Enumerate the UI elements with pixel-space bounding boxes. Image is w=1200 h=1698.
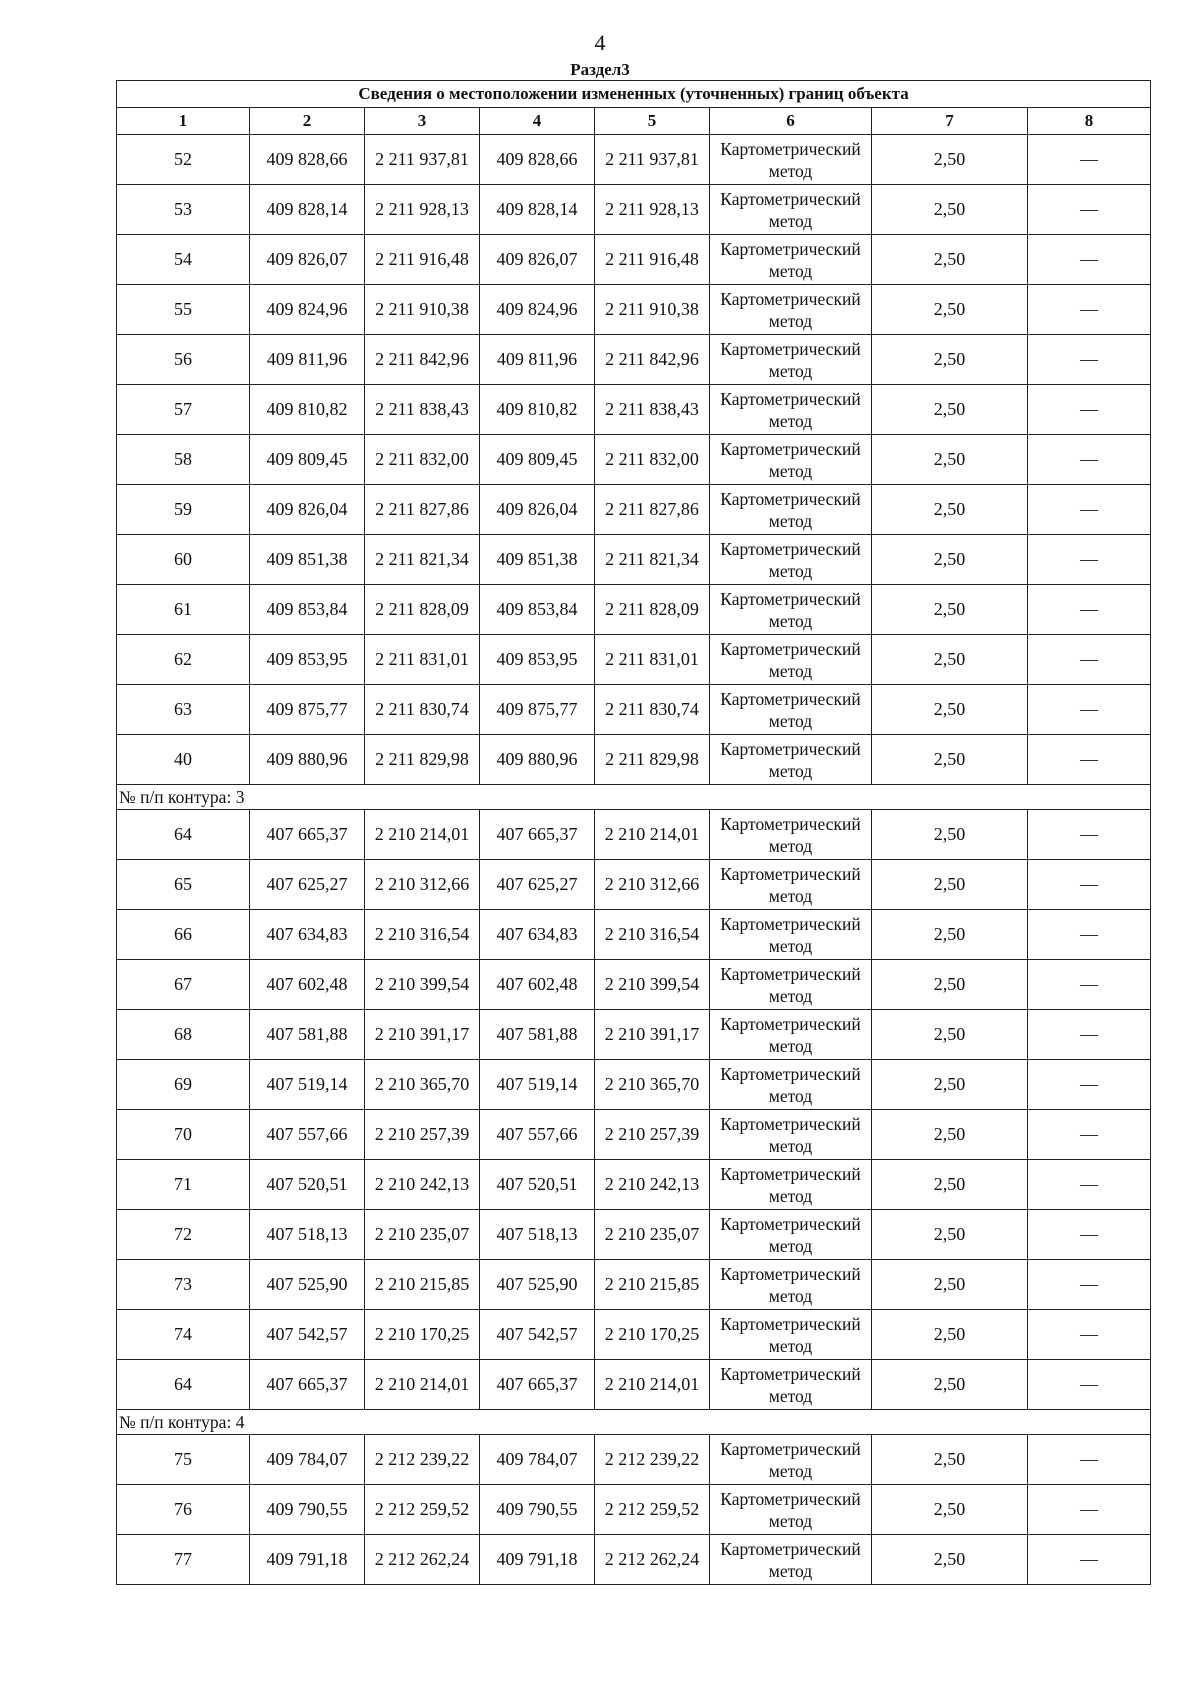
accuracy-cell: 2,50 <box>872 385 1028 435</box>
y-new-cell: 2 210 365,70 <box>595 1060 710 1110</box>
description-cell: — <box>1028 585 1151 635</box>
x-new-cell: 407 625,27 <box>480 860 595 910</box>
x-old-cell: 407 634,83 <box>250 910 365 960</box>
x-new-cell: 407 525,90 <box>480 1260 595 1310</box>
y-old-cell: 2 211 937,81 <box>365 135 480 185</box>
x-old-cell: 409 826,04 <box>250 485 365 535</box>
y-old-cell: 2 211 829,98 <box>365 735 480 785</box>
y-new-cell: 2 211 830,74 <box>595 685 710 735</box>
table-row <box>117 735 1151 785</box>
y-old-cell: 2 210 312,66 <box>365 860 480 910</box>
accuracy-cell: 2,50 <box>872 1010 1028 1060</box>
description-cell: — <box>1028 1160 1151 1210</box>
accuracy-cell: 2,50 <box>872 1360 1028 1410</box>
x-old-cell: 407 525,90 <box>250 1260 365 1310</box>
accuracy-cell: 2,50 <box>872 735 1028 785</box>
description-cell: — <box>1028 1010 1151 1060</box>
x-new-cell: 407 602,48 <box>480 960 595 1010</box>
method-cell: Картометрический метод <box>710 735 872 785</box>
method-cell: Картометрический метод <box>710 385 872 435</box>
description-cell: — <box>1028 535 1151 585</box>
accuracy-cell: 2,50 <box>872 635 1028 685</box>
table-header-row <box>117 108 1151 135</box>
y-old-cell: 2 211 838,43 <box>365 385 480 435</box>
method-cell: Картометрический метод <box>710 635 872 685</box>
accuracy-cell: 2,50 <box>872 335 1028 385</box>
y-new-cell: 2 211 831,01 <box>595 635 710 685</box>
y-new-cell: 2 210 235,07 <box>595 1210 710 1260</box>
description-cell: — <box>1028 185 1151 235</box>
description-cell: — <box>1028 910 1151 960</box>
description-cell: — <box>1028 485 1151 535</box>
description-cell: — <box>1028 135 1151 185</box>
x-old-cell: 409 811,96 <box>250 335 365 385</box>
description-cell: — <box>1028 1435 1151 1485</box>
contour-row <box>117 1410 1151 1435</box>
y-old-cell: 2 212 262,24 <box>365 1535 480 1585</box>
y-old-cell: 2 210 391,17 <box>365 1010 480 1060</box>
table-row <box>117 235 1151 285</box>
x-old-cell: 407 581,88 <box>250 1010 365 1060</box>
accuracy-cell: 2,50 <box>872 810 1028 860</box>
accuracy-cell: 2,50 <box>872 535 1028 585</box>
x-new-cell: 409 851,38 <box>480 535 595 585</box>
y-new-cell: 2 211 916,48 <box>595 235 710 285</box>
x-old-cell: 407 557,66 <box>250 1110 365 1160</box>
y-new-cell: 2 210 215,85 <box>595 1260 710 1310</box>
y-new-cell: 2 210 214,01 <box>595 1360 710 1410</box>
point-number-cell: 62 <box>117 635 250 685</box>
table-row <box>117 1485 1151 1535</box>
y-old-cell: 2 211 831,01 <box>365 635 480 685</box>
point-number-cell: 68 <box>117 1010 250 1060</box>
x-old-cell: 407 519,14 <box>250 1060 365 1110</box>
description-cell: — <box>1028 860 1151 910</box>
table-row <box>117 960 1151 1010</box>
method-cell: Картометрический метод <box>710 910 872 960</box>
description-cell: — <box>1028 685 1151 735</box>
accuracy-cell: 2,50 <box>872 285 1028 335</box>
point-number-cell: 63 <box>117 685 250 735</box>
x-old-cell: 409 828,14 <box>250 185 365 235</box>
x-new-cell: 409 824,96 <box>480 285 595 335</box>
contour-label: № п/п контура: 4 <box>117 1410 1151 1435</box>
y-new-cell: 2 211 910,38 <box>595 285 710 335</box>
point-number-cell: 59 <box>117 485 250 535</box>
point-number-cell: 67 <box>117 960 250 1010</box>
y-old-cell: 2 210 242,13 <box>365 1160 480 1210</box>
y-new-cell: 2 210 214,01 <box>595 810 710 860</box>
y-new-cell: 2 210 312,66 <box>595 860 710 910</box>
column-header: 3 <box>365 108 480 135</box>
point-number-cell: 55 <box>117 285 250 335</box>
point-number-cell: 53 <box>117 185 250 235</box>
y-new-cell: 2 211 937,81 <box>595 135 710 185</box>
x-new-cell: 407 557,66 <box>480 1110 595 1160</box>
y-old-cell: 2 211 842,96 <box>365 335 480 385</box>
y-new-cell: 2 211 829,98 <box>595 735 710 785</box>
method-cell: Картометрический метод <box>710 1535 872 1585</box>
y-old-cell: 2 211 828,09 <box>365 585 480 635</box>
y-new-cell: 2 211 842,96 <box>595 335 710 385</box>
method-cell: Картометрический метод <box>710 1160 872 1210</box>
description-cell: — <box>1028 1485 1151 1535</box>
table-row <box>117 1110 1151 1160</box>
point-number-cell: 40 <box>117 735 250 785</box>
description-cell: — <box>1028 1210 1151 1260</box>
point-number-cell: 57 <box>117 385 250 435</box>
method-cell: Картометрический метод <box>710 1435 872 1485</box>
y-old-cell: 2 211 827,86 <box>365 485 480 535</box>
description-cell: — <box>1028 285 1151 335</box>
column-header: 7 <box>872 108 1028 135</box>
method-cell: Картометрический метод <box>710 1210 872 1260</box>
table-row <box>117 810 1151 860</box>
x-old-cell: 409 790,55 <box>250 1485 365 1535</box>
x-old-cell: 409 875,77 <box>250 685 365 735</box>
x-new-cell: 409 828,66 <box>480 135 595 185</box>
x-new-cell: 409 791,18 <box>480 1535 595 1585</box>
accuracy-cell: 2,50 <box>872 135 1028 185</box>
table-row <box>117 860 1151 910</box>
y-new-cell: 2 210 399,54 <box>595 960 710 1010</box>
accuracy-cell: 2,50 <box>872 1210 1028 1260</box>
description-cell: — <box>1028 1310 1151 1360</box>
x-new-cell: 409 880,96 <box>480 735 595 785</box>
x-old-cell: 409 784,07 <box>250 1435 365 1485</box>
description-cell: — <box>1028 810 1151 860</box>
x-new-cell: 407 665,37 <box>480 810 595 860</box>
y-new-cell: 2 210 242,13 <box>595 1160 710 1210</box>
table-row <box>117 685 1151 735</box>
x-old-cell: 407 625,27 <box>250 860 365 910</box>
x-new-cell: 409 826,07 <box>480 235 595 285</box>
y-new-cell: 2 211 832,00 <box>595 435 710 485</box>
point-number-cell: 70 <box>117 1110 250 1160</box>
method-cell: Картометрический метод <box>710 1260 872 1310</box>
description-cell: — <box>1028 235 1151 285</box>
point-number-cell: 65 <box>117 860 250 910</box>
point-number-cell: 77 <box>117 1535 250 1585</box>
x-new-cell: 409 853,84 <box>480 585 595 635</box>
y-new-cell: 2 210 257,39 <box>595 1110 710 1160</box>
description-cell: — <box>1028 960 1151 1010</box>
x-new-cell: 407 520,51 <box>480 1160 595 1210</box>
accuracy-cell: 2,50 <box>872 1310 1028 1360</box>
method-cell: Картометрический метод <box>710 1310 872 1360</box>
x-old-cell: 407 518,13 <box>250 1210 365 1260</box>
x-new-cell: 407 542,57 <box>480 1310 595 1360</box>
x-old-cell: 407 520,51 <box>250 1160 365 1210</box>
point-number-cell: 72 <box>117 1210 250 1260</box>
description-cell: — <box>1028 735 1151 785</box>
accuracy-cell: 2,50 <box>872 185 1028 235</box>
x-new-cell: 407 634,83 <box>480 910 595 960</box>
y-new-cell: 2 212 259,52 <box>595 1485 710 1535</box>
accuracy-cell: 2,50 <box>872 235 1028 285</box>
y-old-cell: 2 211 830,74 <box>365 685 480 735</box>
x-new-cell: 409 790,55 <box>480 1485 595 1535</box>
table-row <box>117 1060 1151 1110</box>
point-number-cell: 52 <box>117 135 250 185</box>
table-row <box>117 435 1151 485</box>
table-row <box>117 1210 1151 1260</box>
method-cell: Картометрический метод <box>710 485 872 535</box>
description-cell: — <box>1028 635 1151 685</box>
y-new-cell: 2 211 828,09 <box>595 585 710 635</box>
point-number-cell: 64 <box>117 1360 250 1410</box>
x-new-cell: 409 853,95 <box>480 635 595 685</box>
column-header: 8 <box>1028 108 1151 135</box>
accuracy-cell: 2,50 <box>872 1260 1028 1310</box>
y-new-cell: 2 210 391,17 <box>595 1010 710 1060</box>
point-number-cell: 73 <box>117 1260 250 1310</box>
x-new-cell: 407 519,14 <box>480 1060 595 1110</box>
x-new-cell: 409 828,14 <box>480 185 595 235</box>
description-cell: — <box>1028 385 1151 435</box>
point-number-cell: 60 <box>117 535 250 585</box>
y-old-cell: 2 210 235,07 <box>365 1210 480 1260</box>
method-cell: Картометрический метод <box>710 1110 872 1160</box>
x-old-cell: 409 828,66 <box>250 135 365 185</box>
description-cell: — <box>1028 1110 1151 1160</box>
method-cell: Картометрический метод <box>710 810 872 860</box>
x-new-cell: 407 665,37 <box>480 1360 595 1410</box>
table-row <box>117 910 1151 960</box>
point-number-cell: 69 <box>117 1060 250 1110</box>
x-new-cell: 409 875,77 <box>480 685 595 735</box>
section-title: Раздел3 <box>570 60 630 79</box>
y-old-cell: 2 212 239,22 <box>365 1435 480 1485</box>
x-new-cell: 409 811,96 <box>480 335 595 385</box>
x-old-cell: 409 826,07 <box>250 235 365 285</box>
table-row <box>117 485 1151 535</box>
y-old-cell: 2 211 910,38 <box>365 285 480 335</box>
x-old-cell: 409 853,95 <box>250 635 365 685</box>
y-new-cell: 2 210 170,25 <box>595 1310 710 1360</box>
x-old-cell: 407 665,37 <box>250 1360 365 1410</box>
accuracy-cell: 2,50 <box>872 1110 1028 1160</box>
x-old-cell: 409 791,18 <box>250 1535 365 1585</box>
description-cell: — <box>1028 335 1151 385</box>
y-old-cell: 2 210 316,54 <box>365 910 480 960</box>
x-old-cell: 409 851,38 <box>250 535 365 585</box>
x-old-cell: 409 809,45 <box>250 435 365 485</box>
accuracy-cell: 2,50 <box>872 1535 1028 1585</box>
y-old-cell: 2 210 214,01 <box>365 1360 480 1410</box>
point-number-cell: 76 <box>117 1485 250 1535</box>
y-old-cell: 2 211 832,00 <box>365 435 480 485</box>
table-row <box>117 1435 1151 1485</box>
accuracy-cell: 2,50 <box>872 1435 1028 1485</box>
column-header: 2 <box>250 108 365 135</box>
x-new-cell: 409 826,04 <box>480 485 595 535</box>
y-old-cell: 2 210 214,01 <box>365 810 480 860</box>
point-number-cell: 66 <box>117 910 250 960</box>
method-cell: Картометрический метод <box>710 960 872 1010</box>
accuracy-cell: 2,50 <box>872 485 1028 535</box>
method-cell: Картометрический метод <box>710 1010 872 1060</box>
column-header: 4 <box>480 108 595 135</box>
point-number-cell: 54 <box>117 235 250 285</box>
method-cell: Картометрический метод <box>710 860 872 910</box>
method-cell: Картометрический метод <box>710 1360 872 1410</box>
table-row <box>117 635 1151 685</box>
y-new-cell: 2 212 239,22 <box>595 1435 710 1485</box>
accuracy-cell: 2,50 <box>872 435 1028 485</box>
method-cell: Картометрический метод <box>710 135 872 185</box>
point-number-cell: 75 <box>117 1435 250 1485</box>
y-new-cell: 2 211 821,34 <box>595 535 710 585</box>
y-old-cell: 2 212 259,52 <box>365 1485 480 1535</box>
y-old-cell: 2 210 365,70 <box>365 1060 480 1110</box>
accuracy-cell: 2,50 <box>872 960 1028 1010</box>
method-cell: Картометрический метод <box>710 435 872 485</box>
x-old-cell: 407 665,37 <box>250 810 365 860</box>
table-row <box>117 335 1151 385</box>
column-header: 5 <box>595 108 710 135</box>
accuracy-cell: 2,50 <box>872 1060 1028 1110</box>
y-new-cell: 2 210 316,54 <box>595 910 710 960</box>
y-old-cell: 2 210 215,85 <box>365 1260 480 1310</box>
y-old-cell: 2 211 821,34 <box>365 535 480 585</box>
y-new-cell: 2 211 838,43 <box>595 385 710 435</box>
accuracy-cell: 2,50 <box>872 685 1028 735</box>
description-cell: — <box>1028 1535 1151 1585</box>
point-number-cell: 71 <box>117 1160 250 1210</box>
contour-row <box>117 785 1151 810</box>
table-row <box>117 1360 1151 1410</box>
table-row <box>117 1010 1151 1060</box>
contour-label: № п/п контура: 3 <box>117 785 1151 810</box>
point-number-cell: 58 <box>117 435 250 485</box>
description-cell: — <box>1028 1360 1151 1410</box>
x-old-cell: 407 602,48 <box>250 960 365 1010</box>
y-new-cell: 2 212 262,24 <box>595 1535 710 1585</box>
table-row <box>117 285 1151 335</box>
table-row <box>117 1260 1151 1310</box>
accuracy-cell: 2,50 <box>872 1160 1028 1210</box>
table-row <box>117 385 1151 435</box>
y-old-cell: 2 210 257,39 <box>365 1110 480 1160</box>
method-cell: Картометрический метод <box>710 335 872 385</box>
method-cell: Картометрический метод <box>710 535 872 585</box>
description-cell: — <box>1028 1060 1151 1110</box>
method-cell: Картометрический метод <box>710 685 872 735</box>
point-number-cell: 56 <box>117 335 250 385</box>
description-cell: — <box>1028 435 1151 485</box>
y-old-cell: 2 211 916,48 <box>365 235 480 285</box>
x-new-cell: 407 518,13 <box>480 1210 595 1260</box>
accuracy-cell: 2,50 <box>872 860 1028 910</box>
x-new-cell: 409 784,07 <box>480 1435 595 1485</box>
method-cell: Картометрический метод <box>710 285 872 335</box>
page-number: 4 <box>594 30 606 55</box>
x-new-cell: 407 581,88 <box>480 1010 595 1060</box>
x-old-cell: 409 824,96 <box>250 285 365 335</box>
point-number-cell: 74 <box>117 1310 250 1360</box>
coordinates-table <box>116 80 1151 1585</box>
x-old-cell: 409 853,84 <box>250 585 365 635</box>
table-row <box>117 585 1151 635</box>
table-row <box>117 135 1151 185</box>
method-cell: Картометрический метод <box>710 1485 872 1535</box>
y-new-cell: 2 211 928,13 <box>595 185 710 235</box>
point-number-cell: 64 <box>117 810 250 860</box>
accuracy-cell: 2,50 <box>872 1485 1028 1535</box>
column-header: 1 <box>117 108 250 135</box>
x-old-cell: 407 542,57 <box>250 1310 365 1360</box>
method-cell: Картометрический метод <box>710 585 872 635</box>
x-new-cell: 409 810,82 <box>480 385 595 435</box>
x-new-cell: 409 809,45 <box>480 435 595 485</box>
x-old-cell: 409 880,96 <box>250 735 365 785</box>
y-new-cell: 2 211 827,86 <box>595 485 710 535</box>
table-body <box>117 135 1151 1585</box>
y-old-cell: 2 210 399,54 <box>365 960 480 1010</box>
x-old-cell: 409 810,82 <box>250 385 365 435</box>
table-caption: Сведения о местоположении измененных (уточненных) границ объекта <box>117 81 1151 108</box>
point-number-cell: 61 <box>117 585 250 635</box>
column-header: 6 <box>710 108 872 135</box>
accuracy-cell: 2,50 <box>872 585 1028 635</box>
table-row <box>117 1535 1151 1585</box>
table-row <box>117 1160 1151 1210</box>
description-cell: — <box>1028 1260 1151 1310</box>
method-cell: Картометрический метод <box>710 185 872 235</box>
table-row <box>117 535 1151 585</box>
y-old-cell: 2 211 928,13 <box>365 185 480 235</box>
method-cell: Картометрический метод <box>710 1060 872 1110</box>
method-cell: Картометрический метод <box>710 235 872 285</box>
accuracy-cell: 2,50 <box>872 910 1028 960</box>
table-row <box>117 185 1151 235</box>
table-row <box>117 1310 1151 1360</box>
y-old-cell: 2 210 170,25 <box>365 1310 480 1360</box>
